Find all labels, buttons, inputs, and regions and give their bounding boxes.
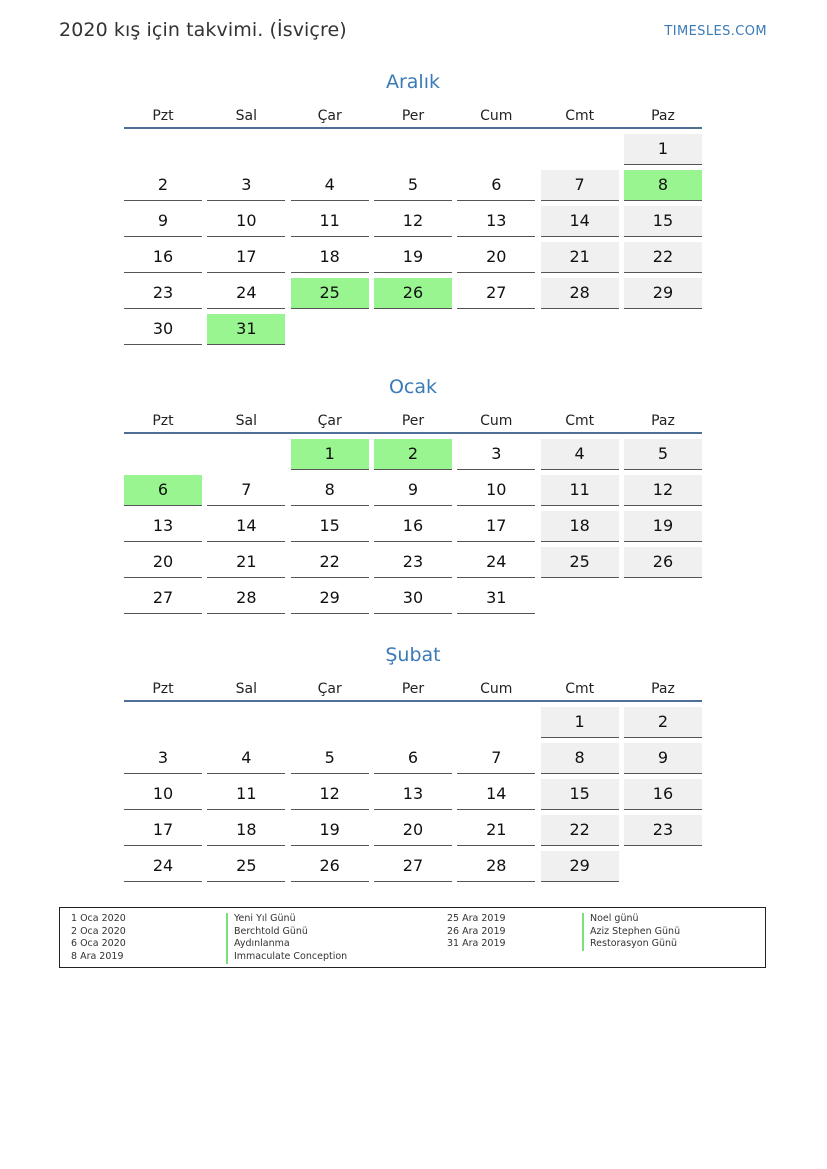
week-row	[124, 134, 702, 165]
day-cell: 30	[124, 314, 202, 345]
legend-holiday-name: Yeni Yıl Günü	[226, 913, 347, 926]
holiday-day-cell: 2	[374, 439, 452, 470]
day-cell: 17	[124, 815, 202, 846]
empty-cell	[207, 134, 285, 164]
weekday-label: Cmt	[565, 108, 595, 124]
day-cell: 28	[207, 583, 285, 614]
brand-link[interactable]: TIMESLES.COM	[664, 24, 767, 39]
weekday-label: Sal	[235, 413, 257, 429]
weekday-header	[124, 678, 702, 702]
week-row	[124, 707, 702, 738]
day-cell: 16	[124, 242, 202, 273]
weekend-day-cell: 4	[541, 439, 619, 470]
day-cell: 13	[374, 779, 452, 810]
day-cell: 19	[374, 242, 452, 273]
weekday-label: Pzt	[152, 681, 174, 697]
empty-cell	[457, 134, 535, 164]
day-cell: 9	[374, 475, 452, 506]
weekend-day-cell: 26	[624, 547, 702, 578]
day-cell: 31	[457, 583, 535, 614]
weekday-label: Sal	[235, 681, 257, 697]
day-cell: 11	[291, 206, 369, 237]
empty-cell	[124, 439, 202, 469]
weekend-day-cell: 28	[541, 278, 619, 309]
weekday-label: Per	[401, 108, 425, 124]
day-cell: 14	[457, 779, 535, 810]
empty-cell	[541, 583, 619, 613]
week-row	[124, 170, 702, 201]
day-cell: 30	[374, 583, 452, 614]
weekend-day-cell: 18	[541, 511, 619, 542]
holiday-day-cell: 6	[124, 475, 202, 506]
day-cell: 5	[374, 170, 452, 201]
day-cell: 8	[291, 475, 369, 506]
day-cell: 19	[291, 815, 369, 846]
weekend-day-cell: 1	[541, 707, 619, 738]
week-row	[124, 278, 702, 309]
day-cell: 7	[457, 743, 535, 774]
day-cell: 27	[374, 851, 452, 882]
weekend-day-cell: 29	[541, 851, 619, 882]
weekday-label: Paz	[651, 108, 675, 124]
day-cell: 12	[374, 206, 452, 237]
empty-cell	[457, 707, 535, 737]
day-cell: 21	[207, 547, 285, 578]
week-row	[124, 743, 702, 774]
day-cell: 22	[291, 547, 369, 578]
day-cell: 10	[207, 206, 285, 237]
week-row	[124, 547, 702, 578]
day-cell: 25	[207, 851, 285, 882]
weekend-day-cell: 2	[624, 707, 702, 738]
day-cell: 13	[124, 511, 202, 542]
week-row	[124, 314, 702, 345]
day-cell: 28	[457, 851, 535, 882]
week-row	[124, 779, 702, 810]
day-cell: 17	[207, 242, 285, 273]
day-cell: 23	[374, 547, 452, 578]
weekend-day-cell: 19	[624, 511, 702, 542]
day-cell: 4	[291, 170, 369, 201]
weekend-day-cell: 15	[624, 206, 702, 237]
legend-date: 1 Oca 2020	[71, 913, 126, 924]
day-cell: 3	[124, 743, 202, 774]
day-cell: 6	[374, 743, 452, 774]
holiday-day-cell: 8	[624, 170, 702, 201]
weekday-label: Çar	[317, 413, 342, 429]
legend-holiday-name: Immaculate Conception	[226, 951, 347, 964]
weekend-day-cell: 22	[541, 815, 619, 846]
day-cell: 7	[207, 475, 285, 506]
month-title: Aralık	[385, 71, 440, 93]
day-cell: 13	[457, 206, 535, 237]
weekday-label: Çar	[317, 108, 342, 124]
day-cell: 3	[457, 439, 535, 470]
weekend-day-cell: 23	[624, 815, 702, 846]
day-cell: 21	[457, 815, 535, 846]
empty-cell	[207, 439, 285, 469]
empty-cell	[457, 314, 535, 344]
weekend-day-cell: 1	[624, 134, 702, 165]
legend-date: 31 Ara 2019	[447, 938, 506, 950]
weekday-label: Pzt	[152, 108, 174, 124]
week-row	[124, 242, 702, 273]
weekend-day-cell: 29	[624, 278, 702, 309]
day-cell: 18	[207, 815, 285, 846]
day-cell: 5	[291, 743, 369, 774]
holiday-day-cell: 26	[374, 278, 452, 309]
empty-cell	[624, 314, 702, 344]
weekday-label: Cum	[480, 681, 513, 697]
legend-date: 25 Ara 2019	[447, 913, 506, 924]
week-row	[124, 206, 702, 237]
weekday-label: Cum	[480, 108, 513, 124]
day-cell: 11	[207, 779, 285, 810]
month-0	[124, 70, 702, 350]
day-cell: 10	[124, 779, 202, 810]
holiday-legend	[59, 907, 766, 968]
month-title: Şubat	[385, 644, 441, 666]
empty-cell	[291, 134, 369, 164]
weekend-day-cell: 5	[624, 439, 702, 470]
week-row	[124, 475, 702, 506]
weekday-label: Per	[401, 681, 425, 697]
week-row	[124, 815, 702, 846]
day-cell: 27	[457, 278, 535, 309]
day-cell: 24	[457, 547, 535, 578]
weekend-day-cell: 22	[624, 242, 702, 273]
day-cell: 24	[124, 851, 202, 882]
legend-holiday-name: Aziz Stephen Günü	[582, 926, 680, 939]
day-cell: 17	[457, 511, 535, 542]
legend-names-col-2	[582, 913, 680, 951]
day-cell: 29	[291, 583, 369, 614]
day-cell: 3	[207, 170, 285, 201]
legend-date: 8 Ara 2019	[71, 951, 124, 963]
week-row	[124, 583, 702, 614]
month-title: Ocak	[388, 376, 438, 398]
empty-cell	[124, 707, 202, 737]
empty-cell	[207, 707, 285, 737]
weekend-day-cell: 25	[541, 547, 619, 578]
weekend-day-cell: 15	[541, 779, 619, 810]
empty-cell	[374, 134, 452, 164]
legend-dates-col-1	[71, 913, 126, 964]
weekend-day-cell: 16	[624, 779, 702, 810]
weekend-day-cell: 11	[541, 475, 619, 506]
weekday-label: Paz	[651, 413, 675, 429]
holiday-day-cell: 1	[291, 439, 369, 470]
empty-cell	[291, 314, 369, 344]
day-cell: 2	[124, 170, 202, 201]
empty-cell	[374, 314, 452, 344]
legend-holiday-name: Aydınlanma	[226, 938, 347, 951]
holiday-day-cell: 25	[291, 278, 369, 309]
legend-date: 6 Oca 2020	[71, 938, 126, 950]
day-cell: 16	[374, 511, 452, 542]
weekday-header	[124, 410, 702, 434]
weekend-day-cell: 8	[541, 743, 619, 774]
weekend-day-cell: 12	[624, 475, 702, 506]
empty-cell	[541, 134, 619, 164]
legend-date: 2 Oca 2020	[71, 925, 126, 937]
empty-cell	[124, 134, 202, 164]
weekend-day-cell: 7	[541, 170, 619, 201]
day-cell: 12	[291, 779, 369, 810]
day-cell: 14	[207, 511, 285, 542]
empty-cell	[374, 707, 452, 737]
day-cell: 23	[124, 278, 202, 309]
weekday-label: Per	[401, 413, 425, 429]
legend-dates-col-2	[447, 913, 506, 951]
legend-holiday-name: Noel günü	[582, 913, 680, 926]
day-cell: 15	[291, 511, 369, 542]
day-cell: 18	[291, 242, 369, 273]
weekday-label: Cmt	[565, 413, 595, 429]
week-row	[124, 851, 702, 882]
day-cell: 27	[124, 583, 202, 614]
empty-cell	[291, 707, 369, 737]
day-cell: 26	[291, 851, 369, 882]
day-cell: 4	[207, 743, 285, 774]
weekend-day-cell: 14	[541, 206, 619, 237]
legend-holiday-name: Berchtold Günü	[226, 926, 347, 939]
month-1	[124, 375, 702, 619]
day-cell: 10	[457, 475, 535, 506]
week-row	[124, 511, 702, 542]
day-cell: 20	[124, 547, 202, 578]
weekday-label: Çar	[317, 681, 342, 697]
day-cell: 24	[207, 278, 285, 309]
page-title: 2020 kış için takvimi. (İsviçre)	[59, 19, 347, 41]
legend-holiday-name: Restorasyon Günü	[582, 938, 680, 951]
day-cell: 20	[457, 242, 535, 273]
day-cell: 9	[124, 206, 202, 237]
weekday-label: Pzt	[152, 413, 174, 429]
legend-date: 26 Ara 2019	[447, 925, 506, 937]
weekday-header	[124, 105, 702, 129]
day-cell: 20	[374, 815, 452, 846]
day-cell: 6	[457, 170, 535, 201]
empty-cell	[541, 314, 619, 344]
week-row	[124, 439, 702, 470]
empty-cell	[624, 583, 702, 613]
holiday-day-cell: 31	[207, 314, 285, 345]
weekday-label: Cmt	[565, 681, 595, 697]
month-2	[124, 643, 702, 887]
legend-names-col-1	[226, 913, 347, 964]
weekday-label: Cum	[480, 413, 513, 429]
empty-cell	[624, 851, 702, 881]
weekday-label: Sal	[235, 108, 257, 124]
weekday-label: Paz	[651, 681, 675, 697]
weekend-day-cell: 9	[624, 743, 702, 774]
weekend-day-cell: 21	[541, 242, 619, 273]
